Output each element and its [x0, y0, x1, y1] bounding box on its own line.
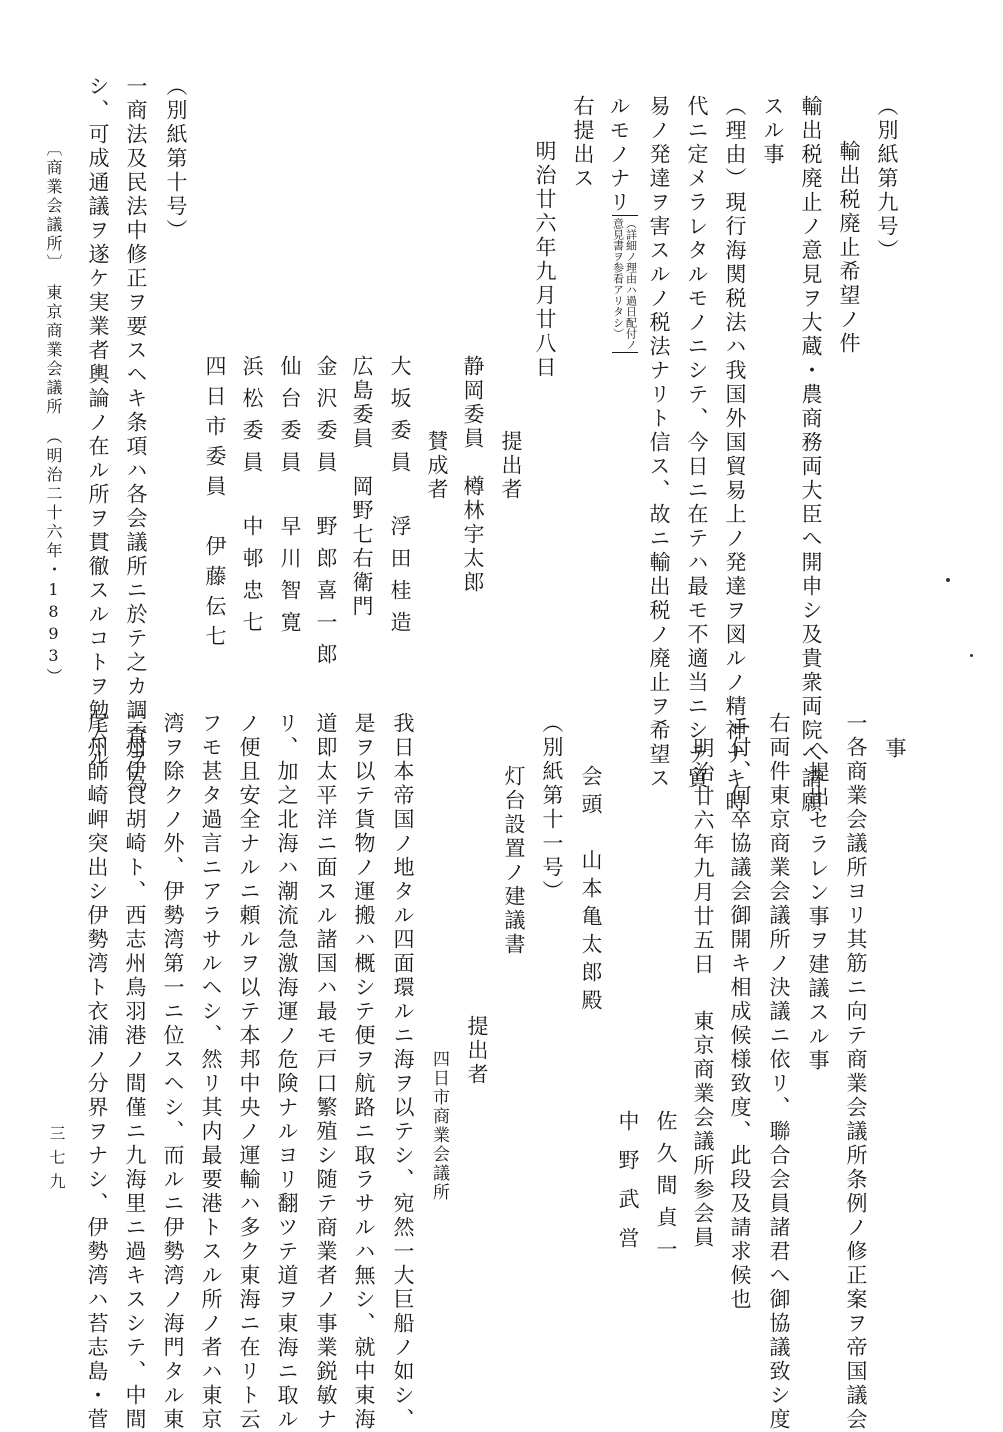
- doc9-note-line-2: 意見書ヲ参看アリタシ）: [611, 218, 625, 339]
- doc9-label: （別紙第九号）: [875, 95, 899, 263]
- addressee: 会頭 山本亀太郎殿: [579, 765, 603, 1017]
- doc9-body-line-4: 代ニ定メラレタルモノニシテ、今日ニ在テハ最モ不適当ニシテ貿: [685, 95, 709, 791]
- doc10-body-line-1: 一商法及民法中修正ヲ要スヘキ条項ハ各会議所ニ於テ之カ調査ヲ為: [124, 75, 148, 795]
- doc9-body-line-1: 輸出税廃止ノ意見ヲ大蔵・農商務両大臣へ開申シ及貴衆両院へ請願: [799, 95, 823, 815]
- supporter-5: 浜松委員 中邨忠七: [240, 355, 264, 643]
- doc9-inline-note: [612, 215, 638, 353]
- signer-2: 中野武営: [616, 1110, 640, 1266]
- supporter-1: 大坂委員 浮田桂造: [388, 355, 412, 643]
- doc9-body-line-6: [608, 95, 638, 353]
- doc11-body-line-7: 湾ヲ除クノ外、伊勢湾第一ニ位スヘシ、而ルニ伊勢湾ノ海門タル東: [161, 712, 185, 1432]
- page-number: 三七九: [47, 1125, 66, 1197]
- supporter-2: 広島委員 岡野七右衛門: [350, 355, 374, 619]
- doc9-body-line-3: （理由）現行海関税法ハ我国外国貿易上ノ発達ヲ図ルノ精神ナキ時: [723, 95, 747, 815]
- doc11-body-line-5: ノ便且安全ナルニ頼ルヲ以テ本邦中央ノ運輸ハ多ク東海ニ在リト云: [237, 712, 261, 1432]
- doc9-date: 明治廿六年九月廿八日: [533, 140, 557, 380]
- doc11-body-line-3: 道即太平洋ニ面スル諸国ハ最モ戸口繁殖シ随テ商業者ノ事業鋭敏ナ: [314, 712, 338, 1432]
- cont-date: 明治廿六年九月廿五日: [691, 737, 715, 977]
- cont-org: 東京商業会議所参会員: [691, 1010, 715, 1250]
- speck-mark: [970, 654, 973, 657]
- doc11-body-line-1: 我日本帝国ノ地タル四面環ルニ海ヲ以テシ、宛然一大巨船ノ如シ、: [391, 712, 415, 1432]
- doc11-label: （別紙第十一号）: [540, 712, 564, 904]
- doc11-body-line-4: リ、加之北海ハ潮流急激海運ノ危険ナルヨリ翻ツテ道ヲ東海ニ取ル: [275, 712, 299, 1432]
- doc9-body-line-5: 易ノ発達ヲ害スルノ税法ナリト信ス、故ニ輸出税ノ廃止ヲ希望ス: [647, 95, 671, 791]
- doc10-body-line-2: シ、可成通議ヲ遂ケ実業者輿論ノ在ル所ヲ貫徹スルコトヲ勉ムル: [86, 75, 110, 771]
- doc9-last-line-text: ルモノナリ: [607, 95, 631, 215]
- doc11-proposer: 四日市商業会議所: [429, 1050, 449, 1202]
- signer-1: 佐久間貞一: [654, 1110, 678, 1270]
- doc9-body-line-2: スル事: [761, 95, 785, 167]
- doc11-body-line-9: 尾州師崎岬突出シ伊勢湾ト衣浦ノ分界ヲナシ、伊勢湾ハ苔志島・菅: [85, 712, 109, 1432]
- cont-body-line-4: ニ付、何卒協議会御開キ相成候様致度、此段及請求候也: [728, 712, 752, 1312]
- cont-body-line-1: 一各商業会議所ヨリ其筋ニ向テ商業会議所条例ノ修正案ヲ帝国議会: [844, 712, 868, 1432]
- cont-body-line-3: 右両件東京商業会議所ノ決議ニ依リ、聯合会員諸君へ御協議致シ度: [767, 712, 791, 1432]
- doc11-body-line-6: フモ甚タ過言ニアラサルヘシ、然リ其内最要港トスル所ノ者ハ東京: [199, 712, 223, 1432]
- proposer-name: 静岡委員 樽林宇太郎: [461, 355, 485, 595]
- doc9-note-line-1: （詳細ノ理由ハ過日配付ノ: [624, 218, 638, 350]
- proposer-label: 提出者: [499, 430, 523, 502]
- speck-mark: [946, 578, 950, 582]
- doc9-submitted: 右提出ス: [571, 95, 595, 191]
- doc11-proposer-label: 提出者: [465, 1015, 489, 1087]
- supporters-label: 賛成者: [425, 430, 449, 502]
- cont-body-line-2: へ提出セラレン事ヲ建議スル事: [806, 737, 830, 1073]
- supporter-3: 金沢委員 野郎喜一郎: [314, 355, 338, 675]
- doc10-label: （別紙第十号）: [164, 75, 188, 243]
- supporter-6: 四日市委員 伊藤伝七: [203, 355, 227, 655]
- doc11-body-line-2: 是ヲ以テ貨物ノ運搬ハ概シテ便ヲ航路ニ取ラサルハ無シ、就中東海: [352, 712, 376, 1432]
- doc11-body-line-8: 三州伊良胡崎ト、西志州鳥羽港ノ間僅ニ九海里ニ過キスシテ、中間: [123, 712, 147, 1432]
- supporter-4: 仙台委員 早川智寛: [278, 355, 302, 643]
- continuation-word: 事: [883, 737, 907, 761]
- doc11-title: 灯台設置ノ建議書: [502, 765, 526, 957]
- doc9-title: 輸出税廃止希望ノ件: [837, 140, 861, 356]
- source-note: 〔商業会議所〕 東京商業会議所 （明治二十六年・1893）: [44, 140, 63, 687]
